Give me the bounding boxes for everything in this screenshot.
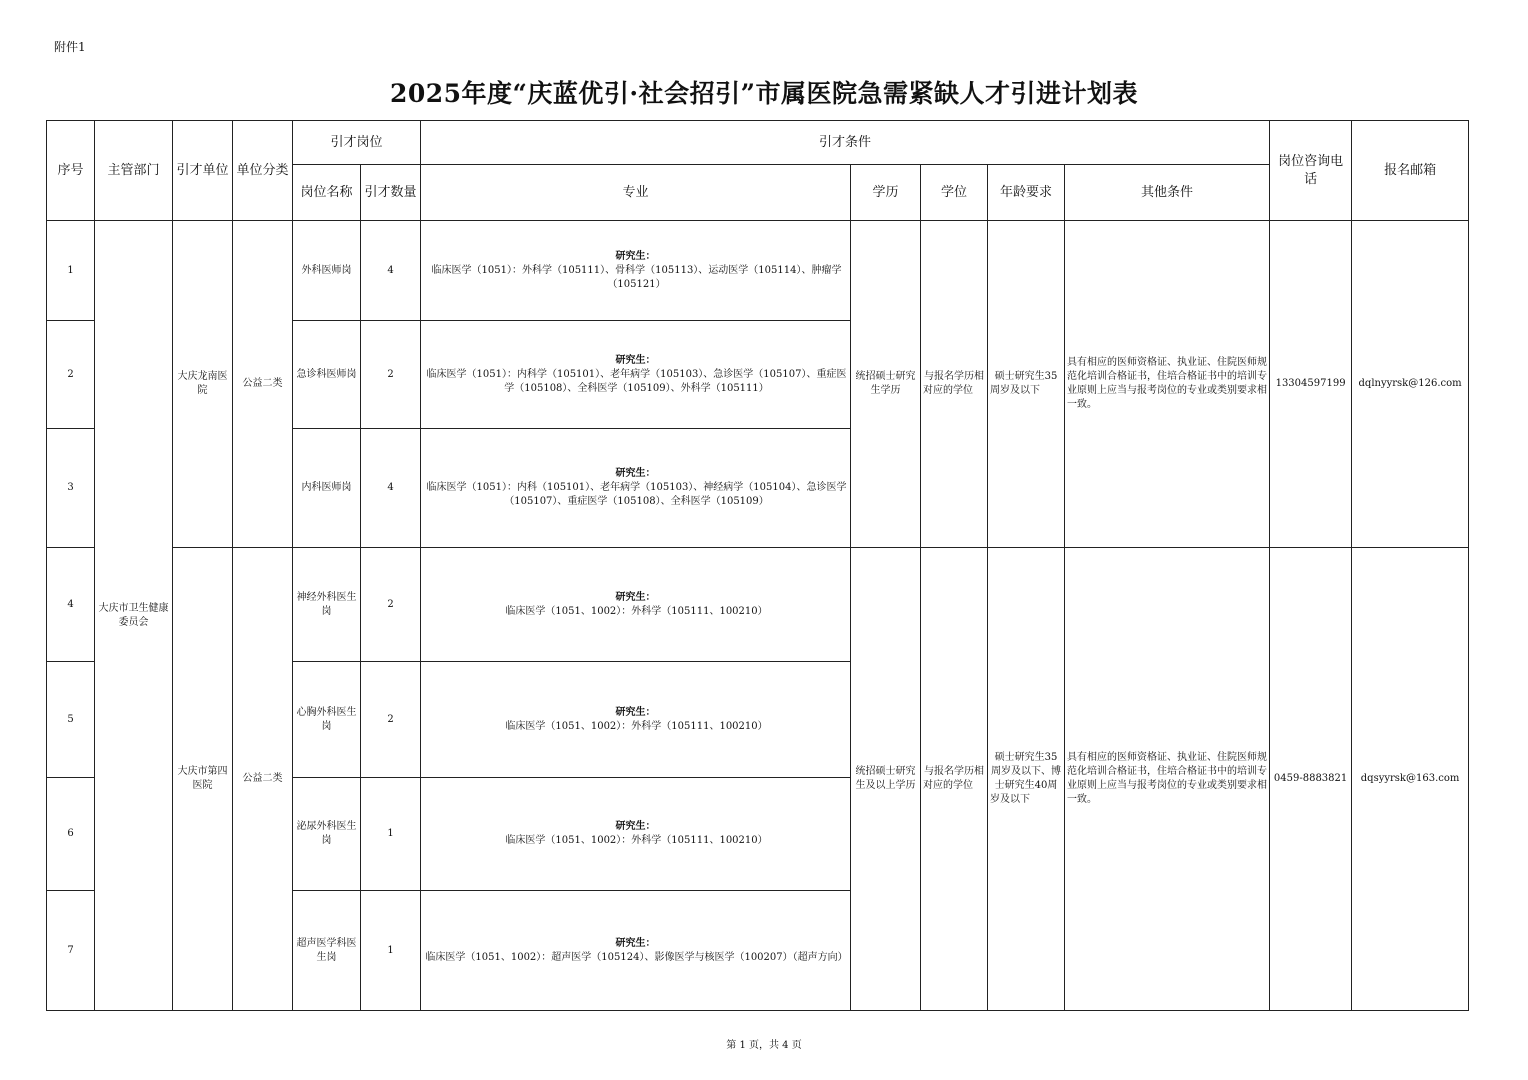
other-conditions-cell: 具有相应的医师资格证、执业证、住院医师规范化培训合格证书，住培合格证书中的培训专业原则上应当与报考岗位的专业或类别要求相一致。	[1065, 548, 1270, 1011]
header-position-group: 引才岗位	[293, 121, 421, 165]
major-requirement	[421, 548, 851, 662]
major-label: 研究生：	[615, 468, 656, 479]
header-email: 报名邮箱	[1352, 121, 1469, 221]
email-cell: dqsyyrsk@163.com	[1352, 548, 1469, 1011]
header-conditions-group: 引才条件	[421, 121, 1270, 165]
position-quantity: 2	[361, 662, 421, 778]
phone-cell: 0459-8883821	[1270, 548, 1352, 1011]
position-name: 外科医师岗	[293, 221, 361, 321]
page-title: 2025年度“庆蓝优引·社会招引”市属医院急需紧缺人才引进计划表	[389, 79, 1139, 108]
degree-cell: 与报名学历相对应的学位	[921, 221, 988, 548]
age-cell: 硕士研究生35周岁及以下、博士研究生40周岁及以下	[988, 548, 1065, 1011]
header-other: 其他条件	[1065, 165, 1270, 221]
major-text: 临床医学（1051、1002）：外科学（105111、100210）	[505, 835, 768, 846]
other-conditions-cell: 具有相应的医师资格证、执业证、住院医师规范化培训合格证书，住培合格证书中的培训专业原则上应当与报考岗位的专业或类别要求相一致。	[1065, 221, 1270, 548]
unit-category-cell: 公益二类	[233, 221, 293, 548]
recruitment-plan-table	[46, 120, 1469, 1011]
unit-name-cell: 大庆龙南医院	[173, 221, 233, 548]
major-text: 临床医学（1051）：外科学（105111）、骨科学（105113）、运动医学（105114）、肿瘤学（105121）	[431, 264, 842, 290]
unit-category-cell: 公益二类	[233, 548, 293, 1011]
row-seq: 7	[47, 891, 95, 1011]
position-quantity: 1	[361, 778, 421, 891]
major-requirement	[421, 221, 851, 321]
position-name: 心胸外科医生岗	[293, 662, 361, 778]
major-requirement	[421, 321, 851, 429]
row-seq: 2	[47, 321, 95, 429]
age-cell: 硕士研究生35周岁及以下	[988, 221, 1065, 548]
row-seq: 6	[47, 778, 95, 891]
header-unit: 引才单位	[173, 121, 233, 221]
page-footer: 第 1 页，共 4 页	[726, 1040, 802, 1051]
header-position-name: 岗位名称	[293, 165, 361, 221]
major-label: 研究生：	[615, 354, 656, 366]
row-seq: 1	[47, 221, 95, 321]
email-cell: dqlnyyrsk@126.com	[1352, 221, 1469, 548]
major-label: 研究生：	[615, 591, 656, 603]
position-quantity: 2	[361, 548, 421, 662]
major-text: 临床医学（1051）：内科（105101）、老年病学（105103）、神经病学（105104）、急诊医学（105107）、重症医学（105108）、全科医学（105109）	[426, 482, 847, 507]
table-row	[47, 221, 1469, 321]
header-age: 年龄要求	[988, 165, 1065, 221]
row-seq: 4	[47, 548, 95, 662]
position-name: 泌尿外科医生岗	[293, 778, 361, 891]
major-requirement	[421, 662, 851, 778]
row-seq: 5	[47, 662, 95, 778]
row-seq: 3	[47, 429, 95, 548]
position-quantity: 4	[361, 221, 421, 321]
major-label: 研究生：	[615, 821, 656, 832]
header-row-1	[47, 121, 1469, 165]
major-label: 研究生：	[615, 250, 656, 262]
major-requirement	[421, 778, 851, 891]
phone-cell: 13304597199	[1270, 221, 1352, 548]
table-row	[47, 548, 1469, 662]
position-name: 内科医师岗	[293, 429, 361, 548]
annex-label: 附件1	[54, 40, 86, 54]
major-text: 临床医学（1051、1002）：外科学（105111、100210）	[505, 720, 768, 732]
header-phone: 岗位咨询电话	[1270, 121, 1352, 221]
major-text: 临床医学（1051、1002）：外科学（105111、100210）	[505, 605, 768, 617]
position-quantity: 2	[361, 321, 421, 429]
department-cell: 大庆市卫生健康委员会	[95, 221, 173, 1011]
header-unit-class: 单位分类	[233, 121, 293, 221]
header-education: 学历	[851, 165, 921, 221]
position-quantity: 4	[361, 429, 421, 548]
major-text: 临床医学（1051、1002）：超声医学（105124）、影像医学与核医学（100207）（超声方向）	[425, 951, 848, 963]
position-quantity: 1	[361, 891, 421, 1011]
education-cell: 统招硕士研究生及以上学历	[851, 548, 921, 1011]
position-name: 神经外科医生岗	[293, 548, 361, 662]
major-requirement	[421, 429, 851, 548]
major-requirement	[421, 891, 851, 1011]
major-text: 临床医学（1051）：内科学（105101）、老年病学（105103）、急诊医学（105107）、重症医学（105108）、全科医学（105109）、外科学（105111）	[426, 368, 847, 394]
major-label: 研究生：	[615, 706, 656, 718]
unit-name-cell: 大庆市第四医院	[173, 548, 233, 1011]
header-dept: 主管部门	[95, 121, 173, 221]
header-seq: 序号	[47, 121, 95, 221]
major-label: 研究生：	[615, 937, 656, 949]
position-name: 急诊科医师岗	[293, 321, 361, 429]
header-degree: 学位	[921, 165, 988, 221]
degree-cell: 与报名学历相对应的学位	[921, 548, 988, 1011]
header-quantity: 引才数量	[361, 165, 421, 221]
position-name: 超声医学科医生岗	[293, 891, 361, 1011]
header-major: 专业	[421, 165, 851, 221]
education-cell: 统招硕士研究生学历	[851, 221, 921, 548]
